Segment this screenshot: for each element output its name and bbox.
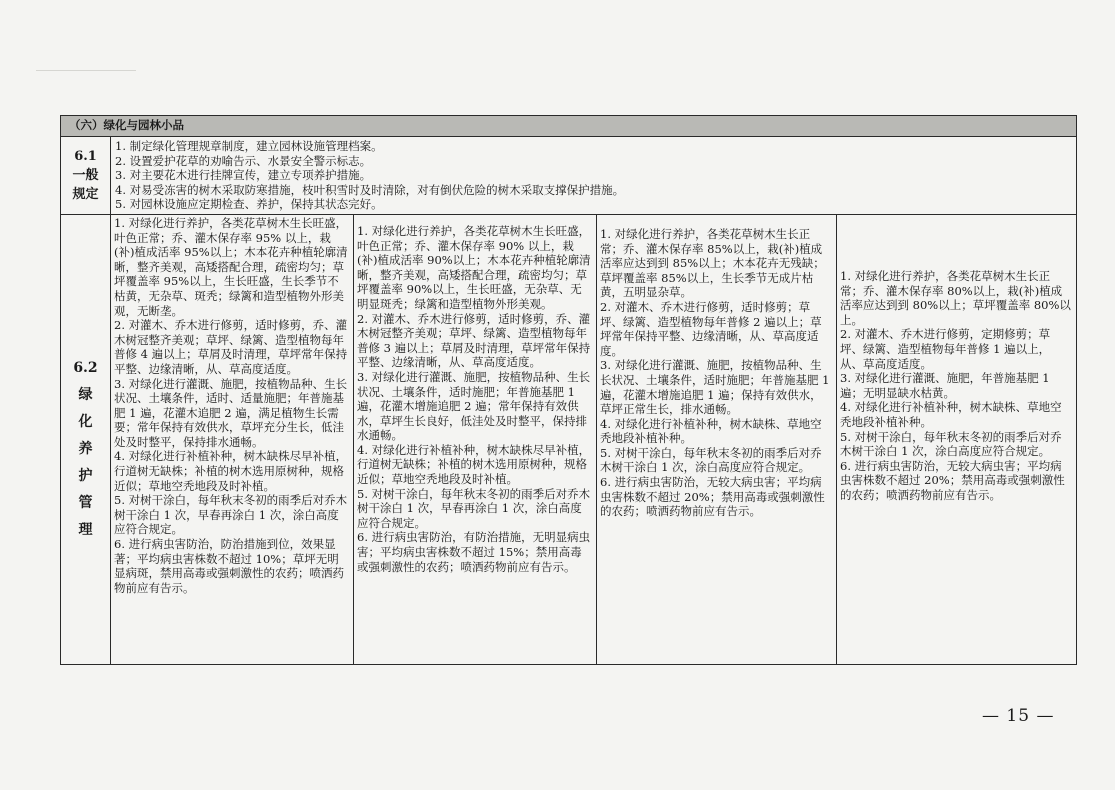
page-number: — 15 — xyxy=(982,706,1055,726)
list-item: 4. 对绿化进行补植补种，树木缺株尽早补植，行道树无缺株；补植的树木选用原树种，规格近似；草地空秃地段及时补植。 xyxy=(114,449,348,493)
list-item: 6. 进行病虫害防治，有防治措施，无明显病虫害；平均病虫害株数不超过 15%；禁用高毒或强刺激性的农药；喷洒药物前应有告示。 xyxy=(357,530,591,574)
list-item: 1. 对绿化进行养护，各类花草树木生长旺盛，叶色正常；乔、灌木保存率 95% 以上，栽(补)植成活率 95%以上；木本花卉种植轮廓清晰，整齐美观，高矮搭配合理，疏密均匀；草坪覆盖率 95%以上，生长旺盛，生长季节不枯黄，无杂草、斑秃；绿篱和造型植物外形美观，无断垄。 xyxy=(114,215,348,318)
level-2-cell xyxy=(354,214,597,664)
clause-6-1-cell xyxy=(61,137,111,215)
list-item: 5. 对园林设施应定期检查、养护，保持其状态完好。 xyxy=(115,197,383,212)
level-1-list xyxy=(114,216,350,595)
list-item: 3. 对绿化进行灌溉、施肥，按植物品种、生长状况、土壤条件，适时施肥；年普施基肥 1 遍，花灌木增施追肥 2 遍；常年保持有效供水，草坪生长良好，低洼处及时整平，保持排水通畅。 xyxy=(357,369,591,443)
list-item: 5. 对树干涂白，每年秋末冬初的雨季后对乔木树干涂白 1 次，早春再涂白 1 次，涂白高度应符合规定。 xyxy=(357,486,591,530)
list-item: 6. 进行病虫害防治，防治措施到位，效果显著；平均病虫害株数不超过 10%；草坪无明显病斑，禁用高毒或强刺激性的农药；喷洒药物前应有告示。 xyxy=(114,537,344,595)
list-item: 2. 对灌木、乔木进行修剪，适时修剪；草坪、绿篱、造型植物每年普修 2 遍以上；草坪常年保持平整、边缘清晰，从、草高度适度。 xyxy=(600,299,822,358)
list-item: 4. 对绿化进行补植补种，树木缺株、草地空秃地段补植补种。 xyxy=(600,416,822,446)
clause-title: 绿 化 养 护 管 理 xyxy=(78,386,93,538)
list-item: 6. 进行病虫害防治，无较大病虫害；平均病虫害株数不超过 20%；禁用高毒或强刺激性的农药；喷洒药物前应有告示。 xyxy=(840,458,1065,502)
level-3-list xyxy=(600,227,833,519)
general-row xyxy=(61,137,1077,215)
general-list xyxy=(115,139,1072,212)
list-item: 4. 对易受冻害的树木采取防寒措施，枝叶积雪时及时清除，对有倒伏危险的树木采取支撑保护措施。 xyxy=(115,182,625,197)
level-2-list xyxy=(357,224,593,574)
level-4-list xyxy=(840,269,1073,503)
list-item: 5. 对树干涂白，每年秋末冬初的雨季后对乔木树干涂白 1 次，涂白高度应符合规定。 xyxy=(840,429,1062,459)
list-item: 1. 对绿化进行养护，各类花草树木生长正常；乔、灌木保存率 85%以上，栽(补)植成活率应达到到 85%以上；木本花卉无残缺；草坪覆盖率 85%以上，生长季节无成片枯黄，五明显杂草。 xyxy=(600,226,825,300)
list-item: 3. 对绿化进行灌溉、施肥，按植物品种、生长状况、土壤条件，适时施肥；年普施基肥 1 遍，花灌木增施追肥 1 遍；保持有效供水，草坪正常生长，排水通畅。 xyxy=(600,358,830,417)
section-header-row xyxy=(61,116,1077,137)
list-item: 3. 对主要花木进行挂牌宣传，建立专项养护措施。 xyxy=(115,168,372,183)
list-item: 2. 对灌木、乔木进行修剪，定期修剪；草坪、绿篱、造型植物每年普修 1 遍以上，从、草高度适度。 xyxy=(840,327,1051,371)
list-item: 1. 对绿化进行养护，各类花草树木生长旺盛，叶色正常；乔、灌木保存率 90% 以上，栽(补)植成活率 90%以上；木本花卉种植轮廓清晰，整齐美观，高矮搭配合理，疏密均匀；草坪覆盖率 90%以上，生长旺盛，无杂草、无明显斑秃；绿篱和造型植物外形美观。 xyxy=(357,223,591,311)
maintenance-row xyxy=(61,214,1077,664)
list-item: 1. 对绿化进行养护，各类花草树木生长正常；乔、灌木保存率 80%以上，栽(补)植成活率应达到到 80%以上；草坪覆盖率 80%以上。 xyxy=(840,268,1071,327)
clause-number: 6.1 xyxy=(74,148,97,164)
list-item: 2. 对灌木、乔木进行修剪，适时修剪，乔、灌木树冠整齐美观；草坪、绿篱、造型植物每年普修 4 遍以上；草屑及时清理，草坪常年保持平整、边缘清晰，从、草高度适度。 xyxy=(114,318,348,376)
section-header: （六）绿化与园林小品 xyxy=(61,116,1077,137)
list-item: 2. 设置爱护花草的劝喻告示、水景安全警示标志。 xyxy=(115,153,372,168)
level-3-cell xyxy=(597,214,837,664)
list-item: 4. 对绿化进行补植补种，树木缺株尽早补植，行道树无缺株；补植的树木选用原树种，规格近似；草地空秃地段及时补植。 xyxy=(357,442,591,487)
list-item: 1. 制定绿化管理规章制度，建立园林设施管理档案。 xyxy=(115,139,383,153)
list-item: 5. 对树干涂白，每年秋末冬初的雨季后对乔木树干涂白 1 次，涂白高度应符合规定。 xyxy=(600,445,822,475)
page-ghost-rule xyxy=(36,70,136,71)
list-item: 3. 对绿化进行灌溉、施肥，年普施基肥 1 遍；无明显缺水枯黄。 xyxy=(840,371,1050,400)
clause-title: 一般 规定 xyxy=(72,167,99,202)
list-item: 3. 对绿化进行灌溉、施肥，按植物品种、生长状况、土壤条件，适时、适量施肥；年普施基肥 1 遍，花灌木追肥 2 遍，满足植物生长需要；常年保持有效供水，草坪充分生长，低洼处及时整平，保持排水通畅。 xyxy=(114,376,348,449)
level-4-cell xyxy=(837,214,1077,664)
general-requirements xyxy=(111,137,1077,215)
list-item: 2. 对灌木、乔木进行修剪，适时修剪，乔、灌木树冠整齐美观；草坪、绿篱、造型植物每年普修 3 遍以上；草屑及时清理，草坪常年保持平整、边缘清晰，从、草高度适度。 xyxy=(357,311,591,370)
list-item: 5. 对树干涂白，每年秋末冬初的雨季后对乔木树干涂白 1 次，早春再涂白 1 次，涂白高度应符合规定。 xyxy=(114,493,348,537)
clause-6-2-cell xyxy=(61,214,111,664)
list-item: 4. 对绿化进行补植补种，树木缺株、草地空秃地段补植补种。 xyxy=(840,400,1062,429)
level-1-cell xyxy=(111,214,354,664)
clause-number: 6.2 xyxy=(73,359,98,376)
list-item: 6. 进行病虫害防治，无较大病虫害；平均病虫害株数不超过 20%；禁用高毒或强刺激性的农药；喷洒药物前应有告示。 xyxy=(600,475,825,519)
standards-table xyxy=(60,115,1077,665)
